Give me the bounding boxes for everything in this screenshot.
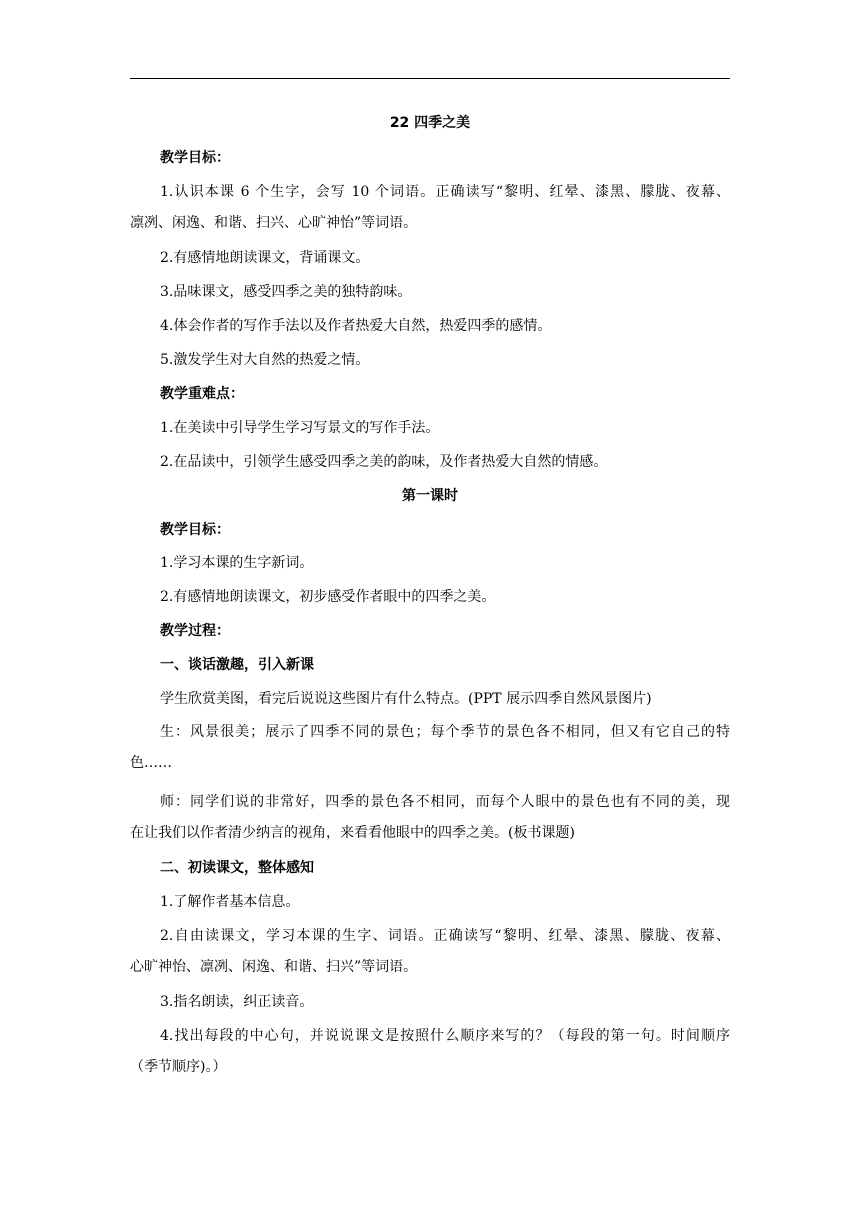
lesson-1-objectives-heading: 教学目标： bbox=[160, 522, 230, 538]
lesson-1-objective-item-2: 2.有感情地朗读课文，初步感受作者眼中的四季之美。 bbox=[160, 589, 496, 605]
section-2-item-1: 1.了解作者基本信息。 bbox=[160, 894, 300, 910]
objectives-heading: 教学目标： bbox=[160, 150, 230, 166]
section-1-paragraph-3-line-1: 师：同学们说的非常好，四季的景色各不相同，而每个人眼中的景色也有不同的美，现 bbox=[160, 794, 730, 810]
objective-item-3: 3.品味课文，感受四季之美的独特韵味。 bbox=[160, 284, 412, 300]
section-2-item-4-line-2: （季节顺序)。） bbox=[130, 1059, 227, 1075]
objective-item-4: 4.体会作者的写作手法以及作者热爱大自然，热爱四季的感情。 bbox=[160, 318, 552, 334]
key-point-item-2: 2.在品读中，引领学生感受四季之美的韵味，及作者热爱大自然的情感。 bbox=[160, 454, 608, 470]
objective-item-1-line-2: 凛冽、闲逸、和谐、扫兴、心旷神怡”等词语。 bbox=[130, 215, 418, 231]
section-1-paragraph-2-line-2: 色…… bbox=[130, 755, 172, 771]
lesson-1-title: 第一课时 bbox=[402, 488, 458, 504]
section-1-paragraph-3-line-2: 在让我们以作者清少纳言的视角，来看看他眼中的四季之美。(板书课题) bbox=[130, 825, 575, 841]
section-2-item-3: 3.指名朗读，纠正读音。 bbox=[160, 994, 314, 1010]
header-rule bbox=[130, 78, 730, 79]
key-point-item-1: 1.在美读中引导学生学习写景文的写作手法。 bbox=[160, 420, 440, 436]
section-2-item-2-line-1: 2.自由读课文，学习本课的生字、词语。正确读写“黎明、红晕、漆黑、朦胧、夜幕、 bbox=[160, 928, 730, 944]
key-points-heading: 教学重难点： bbox=[160, 386, 244, 402]
objective-item-2: 2.有感情地朗读课文，背诵课文。 bbox=[160, 250, 370, 266]
objective-item-5: 5.激发学生对大自然的热爱之情。 bbox=[160, 352, 370, 368]
section-2-heading: 二、初读课文，整体感知 bbox=[160, 860, 314, 876]
process-heading: 教学过程： bbox=[160, 623, 230, 639]
section-1-paragraph-2-line-1: 生：风景很美；展示了四季不同的景色；每个季节的景色各不相同，但又有它自己的特 bbox=[160, 724, 730, 740]
section-2-item-2-line-2: 心旷神怡、凛冽、闲逸、和谐、扫兴”等词语。 bbox=[130, 959, 418, 975]
lesson-1-objective-item-1: 1.学习本课的生字新词。 bbox=[160, 555, 314, 571]
section-1-paragraph-1: 学生欣赏美图，看完后说说这些图片有什么特点。(PPT 展示四季自然风景图片) bbox=[160, 691, 652, 707]
objective-item-1-line-1: 1.认识本课 6 个生字，会写 10 个词语。正确读写“黎明、红晕、漆黑、朦胧、夜幕、 bbox=[160, 184, 730, 200]
section-1-heading: 一、谈话激趣，引入新课 bbox=[160, 657, 314, 673]
section-2-item-4-line-1: 4.找出每段的中心句，并说说课文是按照什么顺序来写的？（每段的第一句。时间顺序 bbox=[160, 1028, 730, 1044]
document-title: 22 四季之美 bbox=[389, 115, 471, 131]
